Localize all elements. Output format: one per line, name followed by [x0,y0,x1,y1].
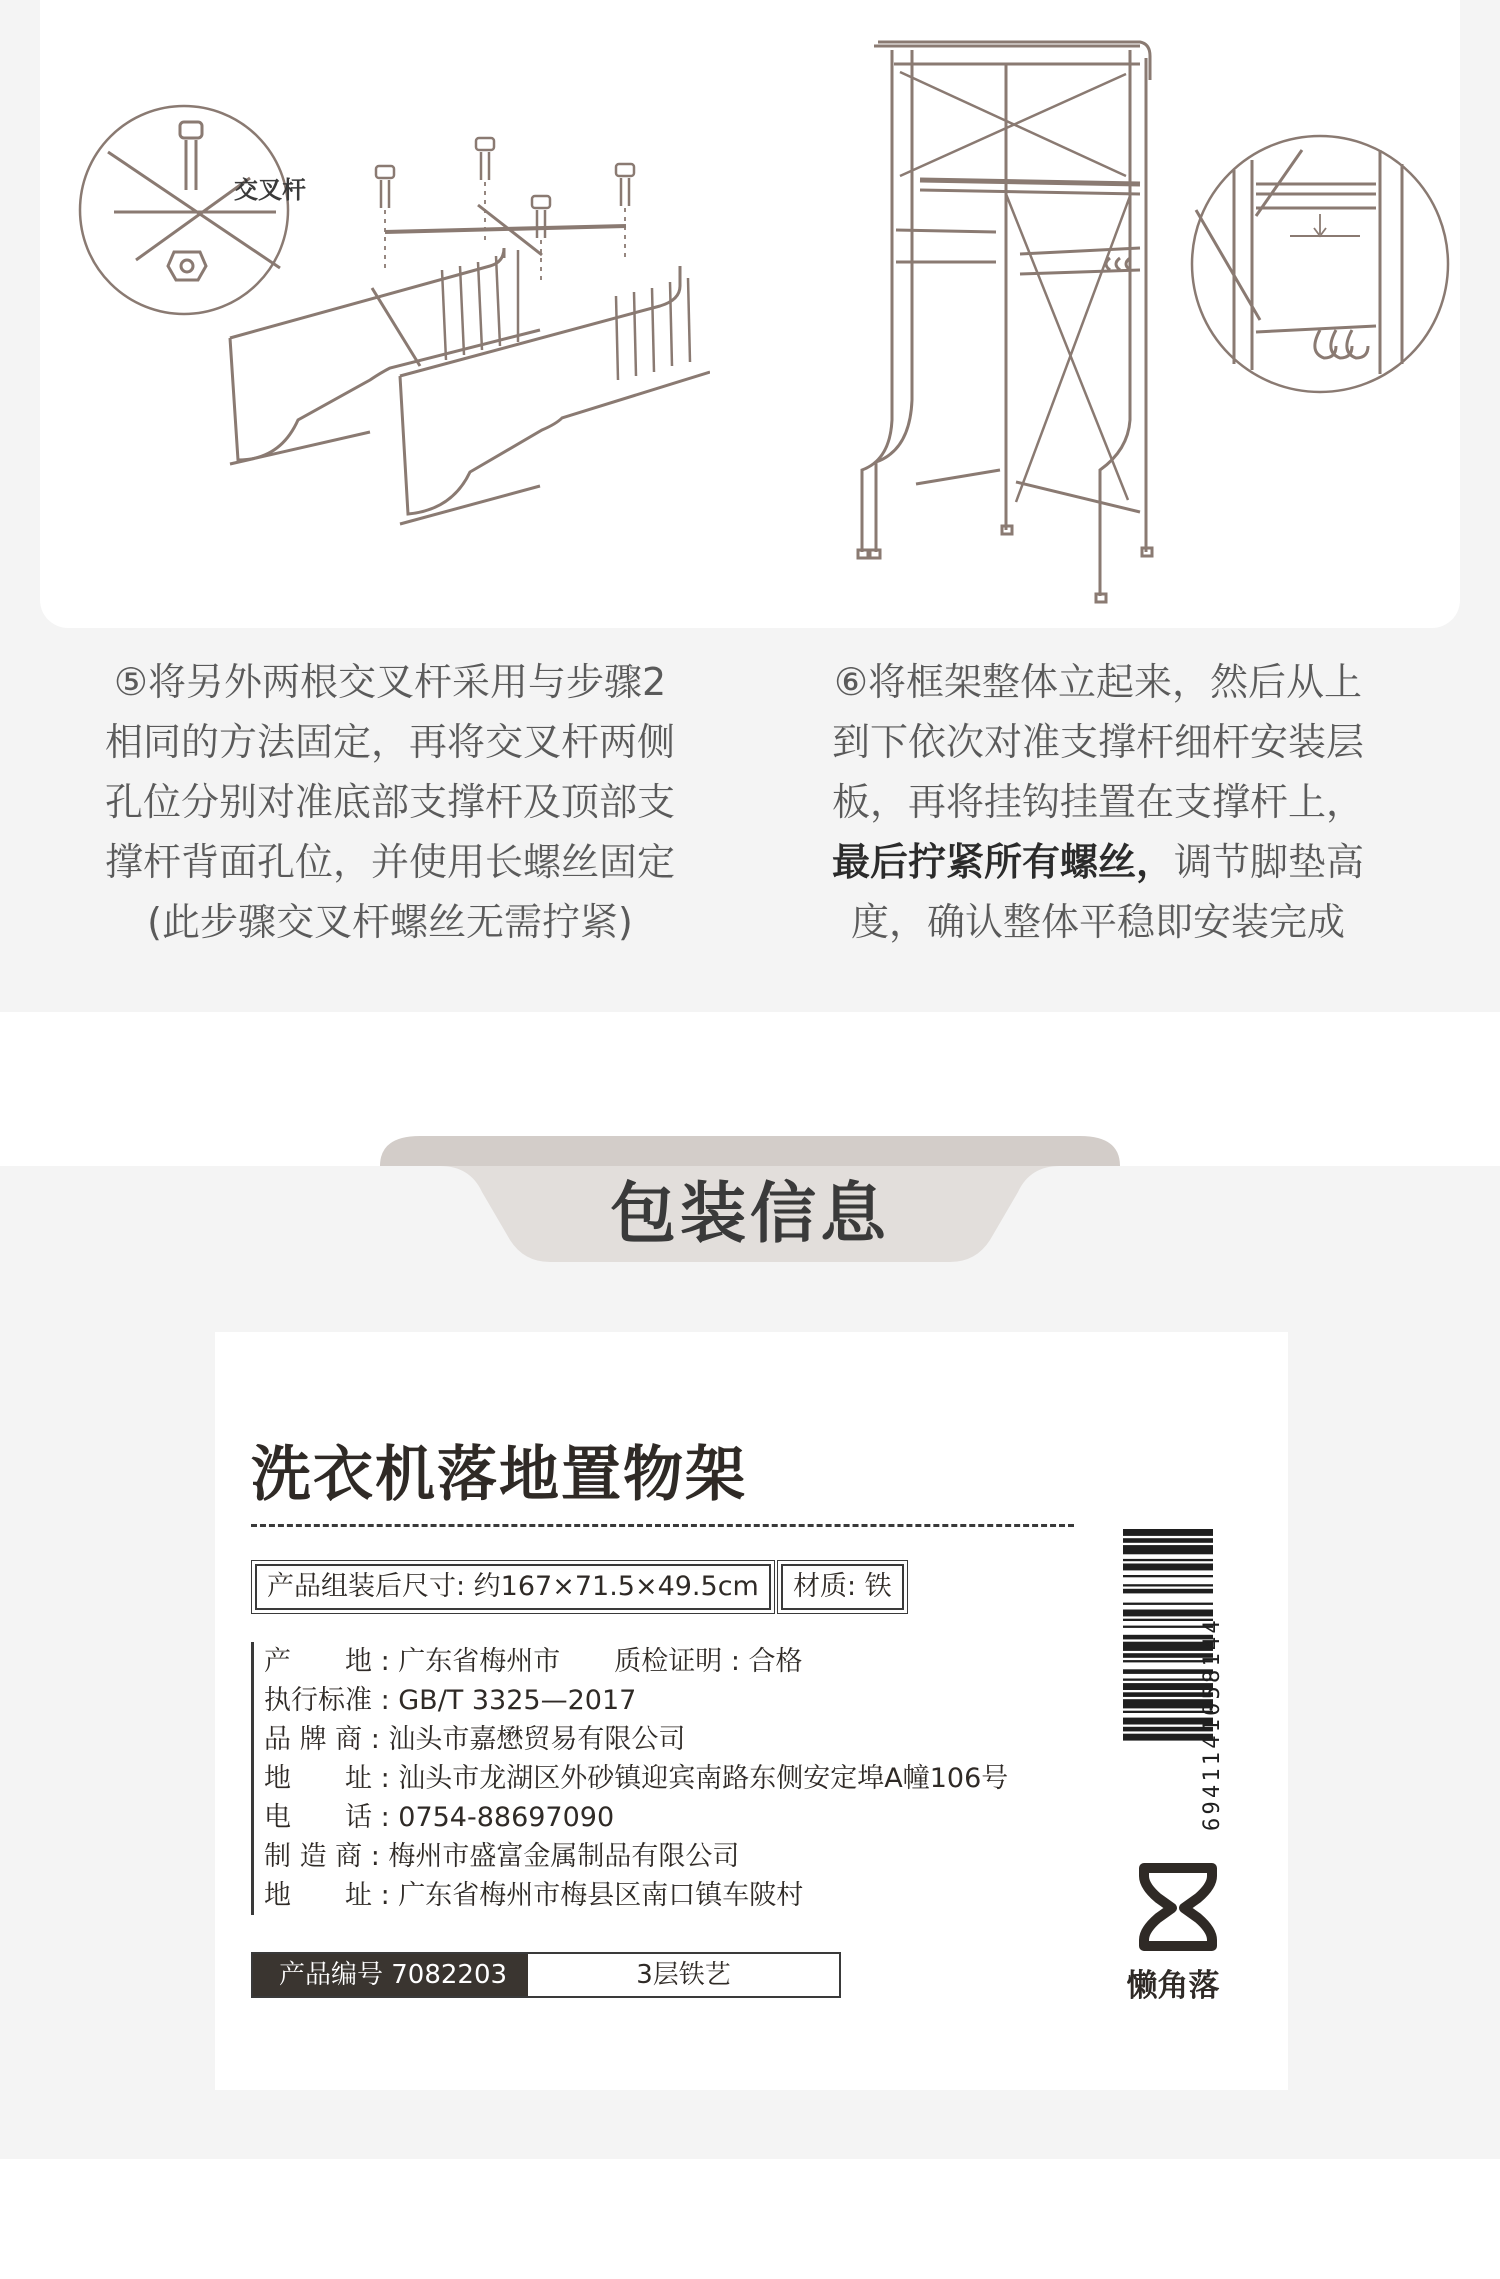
step6-line4-bold: 最后拧紧所有螺丝， [831,840,1174,884]
step6-line4-rest: 调节脚垫高 [1174,840,1365,884]
step6-line2: 到下依次对准支撑杆细杆安装层 [831,720,1364,764]
variant-label: 3层铁艺 [636,1960,731,1990]
step6-description [778,652,1418,952]
step5-line3: 孔位分别对准底部支撑杆及顶部支 [104,780,675,824]
info-row-origin: 产 地 : 广东省梅州市 质检证明 : 合格 [264,1646,803,1677]
step6-line1: ⑥将框架整体立起来，然后从上 [833,660,1363,704]
info-row-standard: 执行标准 : GB/T 3325—2017 [264,1685,637,1716]
step5-line1: ⑤将另外两根交叉杆采用与步骤2 [113,660,667,704]
packaging-section-title: 包装信息 [610,1175,890,1252]
step6-line5: 度，确认整体平稳即安装完成 [850,900,1345,944]
step6-line3: 板，再将挂钩挂置在支撑杆上， [831,780,1364,824]
product-title: 洗衣机落地置物架 [251,1440,747,1510]
step5-line4: 撑杆背面孔位，并使用长螺丝固定 [104,840,675,884]
dashed-divider [251,1524,1074,1527]
step5-illustration [70,0,710,560]
step6-illustration [820,0,1470,610]
info-row-brand-owner: 品 牌 商 : 汕头市嘉懋贸易有限公司 [264,1724,686,1755]
size-spec-box: 产品组装后尺寸: 约167×71.5×49.5cm [255,1564,771,1610]
product-code-label: 产品编号 7082203 [253,1954,528,1996]
packaging-label-card [215,1332,1288,2090]
barcode-digits: 6941141058144 [1200,1617,1225,1831]
product-info-list [251,1642,1104,1915]
hourglass-logo-icon [1138,1862,1218,1952]
assembly-steps-section [0,0,1500,1012]
step6-line4 [778,832,1418,892]
brand-name: 懒角落 [1126,1968,1220,2004]
info-row-brand-address: 地 址 : 汕头市龙湖区外砂镇迎宾南路东侧安定埠A幢106号 [264,1763,1009,1794]
step5-line2: 相同的方法固定，再将交叉杆两侧 [104,720,675,764]
crossbar-callout-label: 交叉杆 [234,176,306,204]
info-row-manufacturer: 制 造 商 : 梅州市盛富金属制品有限公司 [264,1841,740,1872]
barcode-icon [1119,1527,1229,1837]
product-code-bar [251,1952,841,1998]
material-spec-box: 材质: 铁 [781,1564,904,1610]
step5-line5: (此步骤交叉杆螺丝无需拧紧) [147,900,633,944]
step5-description [70,652,710,952]
illustration-card [40,0,1460,628]
info-row-manufacturer-address: 地 址 : 广东省梅州市梅县区南口镇车陂村 [264,1880,804,1911]
info-row-phone: 电 话 : 0754-88697090 [264,1802,615,1833]
